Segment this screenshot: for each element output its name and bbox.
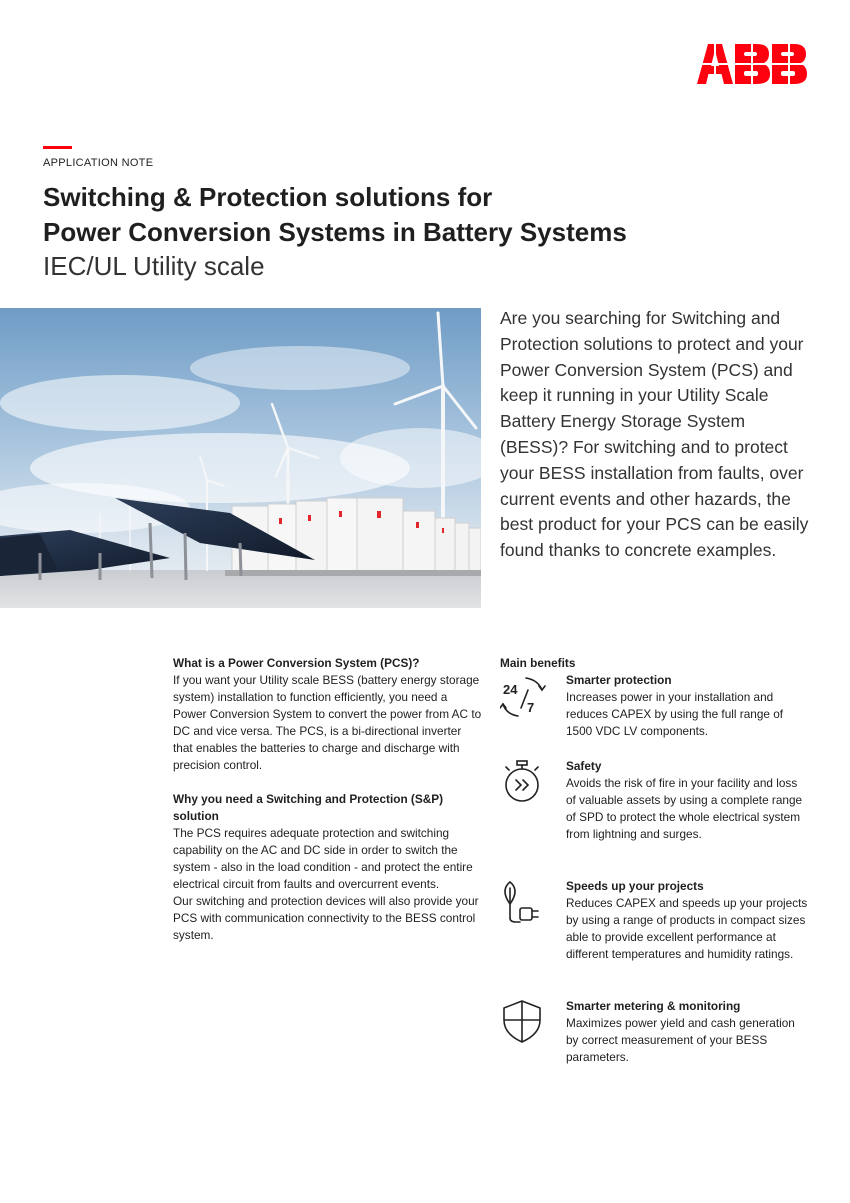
shield-icon	[500, 998, 546, 1044]
intro-paragraph: Are you searching for Switching and Protection solutions to protect and your Power Conversion System (PCS) and keep it running in your Utility Scale Battery Energy Storage System (BESS)? For switching and to protect your BESS installation from faults, over current events and other hazards, the best product for your PCS can be easily found thanks to concrete examples.	[500, 308, 809, 561]
sp-body-2: Our switching and protection devices will also provide your PCS with communication connectivity to the BESS control system.	[173, 894, 479, 942]
leaf-plug-icon	[500, 878, 546, 924]
left-column	[173, 655, 483, 944]
benefit-body: Increases power in your installation and reduces CAPEX by using the full range of 1500 VDC LV components.	[566, 690, 784, 738]
benefit-body: Reduces CAPEX and speeds up your projects by using a range of products in compact sizes able to provide excellent performance at different temperatures and humidity ratings.	[566, 896, 808, 961]
benefit-title: Speeds up your projects	[566, 879, 704, 893]
24-7-icon	[500, 672, 546, 718]
svg-text:7: 7	[527, 700, 535, 715]
abb-logo	[697, 44, 807, 84]
pcs-body: If you want your Utility scale BESS (battery energy storage system) installation to function efficiently, you need a Power Conversion System to convert the power from AC to DC and vice versa. The PCS, is a bi-directional inverter that enables the batteries to charge and discharge with precision control.	[173, 673, 482, 772]
title-line-1: Switching & Protection solutions for	[43, 182, 493, 212]
stopwatch-icon	[500, 758, 546, 804]
pcs-heading: What is a Power Conversion System (PCS)?	[173, 656, 420, 670]
hero-image	[0, 308, 481, 608]
sp-heading: Why you need a Switching and Protection (S&P) solution	[173, 792, 444, 823]
page-subtitle: IEC/UL Utility scale	[43, 251, 265, 281]
benefit-title: Smarter metering & monitoring	[566, 999, 741, 1013]
benefits-heading: Main benefits	[500, 656, 576, 670]
benefit-title: Safety	[566, 759, 602, 773]
svg-text:24: 24	[503, 682, 518, 697]
title-line-2: Power Conversion Systems in Battery Systems	[43, 217, 627, 247]
benefit-body: Avoids the risk of fire in your facility and loss of valuable assets by using a complete range of SPD to protect the whole electrical system from lightning and surges.	[566, 776, 803, 841]
benefit-title: Smarter protection	[566, 673, 672, 687]
benefit-body: Maximizes power yield and cash generation by correct measurement of your BESS parameters.	[566, 1016, 795, 1064]
document-type-label: APPLICATION NOTE	[43, 157, 154, 169]
sp-body-1: The PCS requires adequate protection and switching capability on the AC and DC side in order to switch the system - also in the load condition - and protect the entire electrical circuit from faults and overcurrent events.	[173, 826, 473, 891]
accent-bar	[43, 146, 72, 149]
page-title	[43, 180, 627, 250]
